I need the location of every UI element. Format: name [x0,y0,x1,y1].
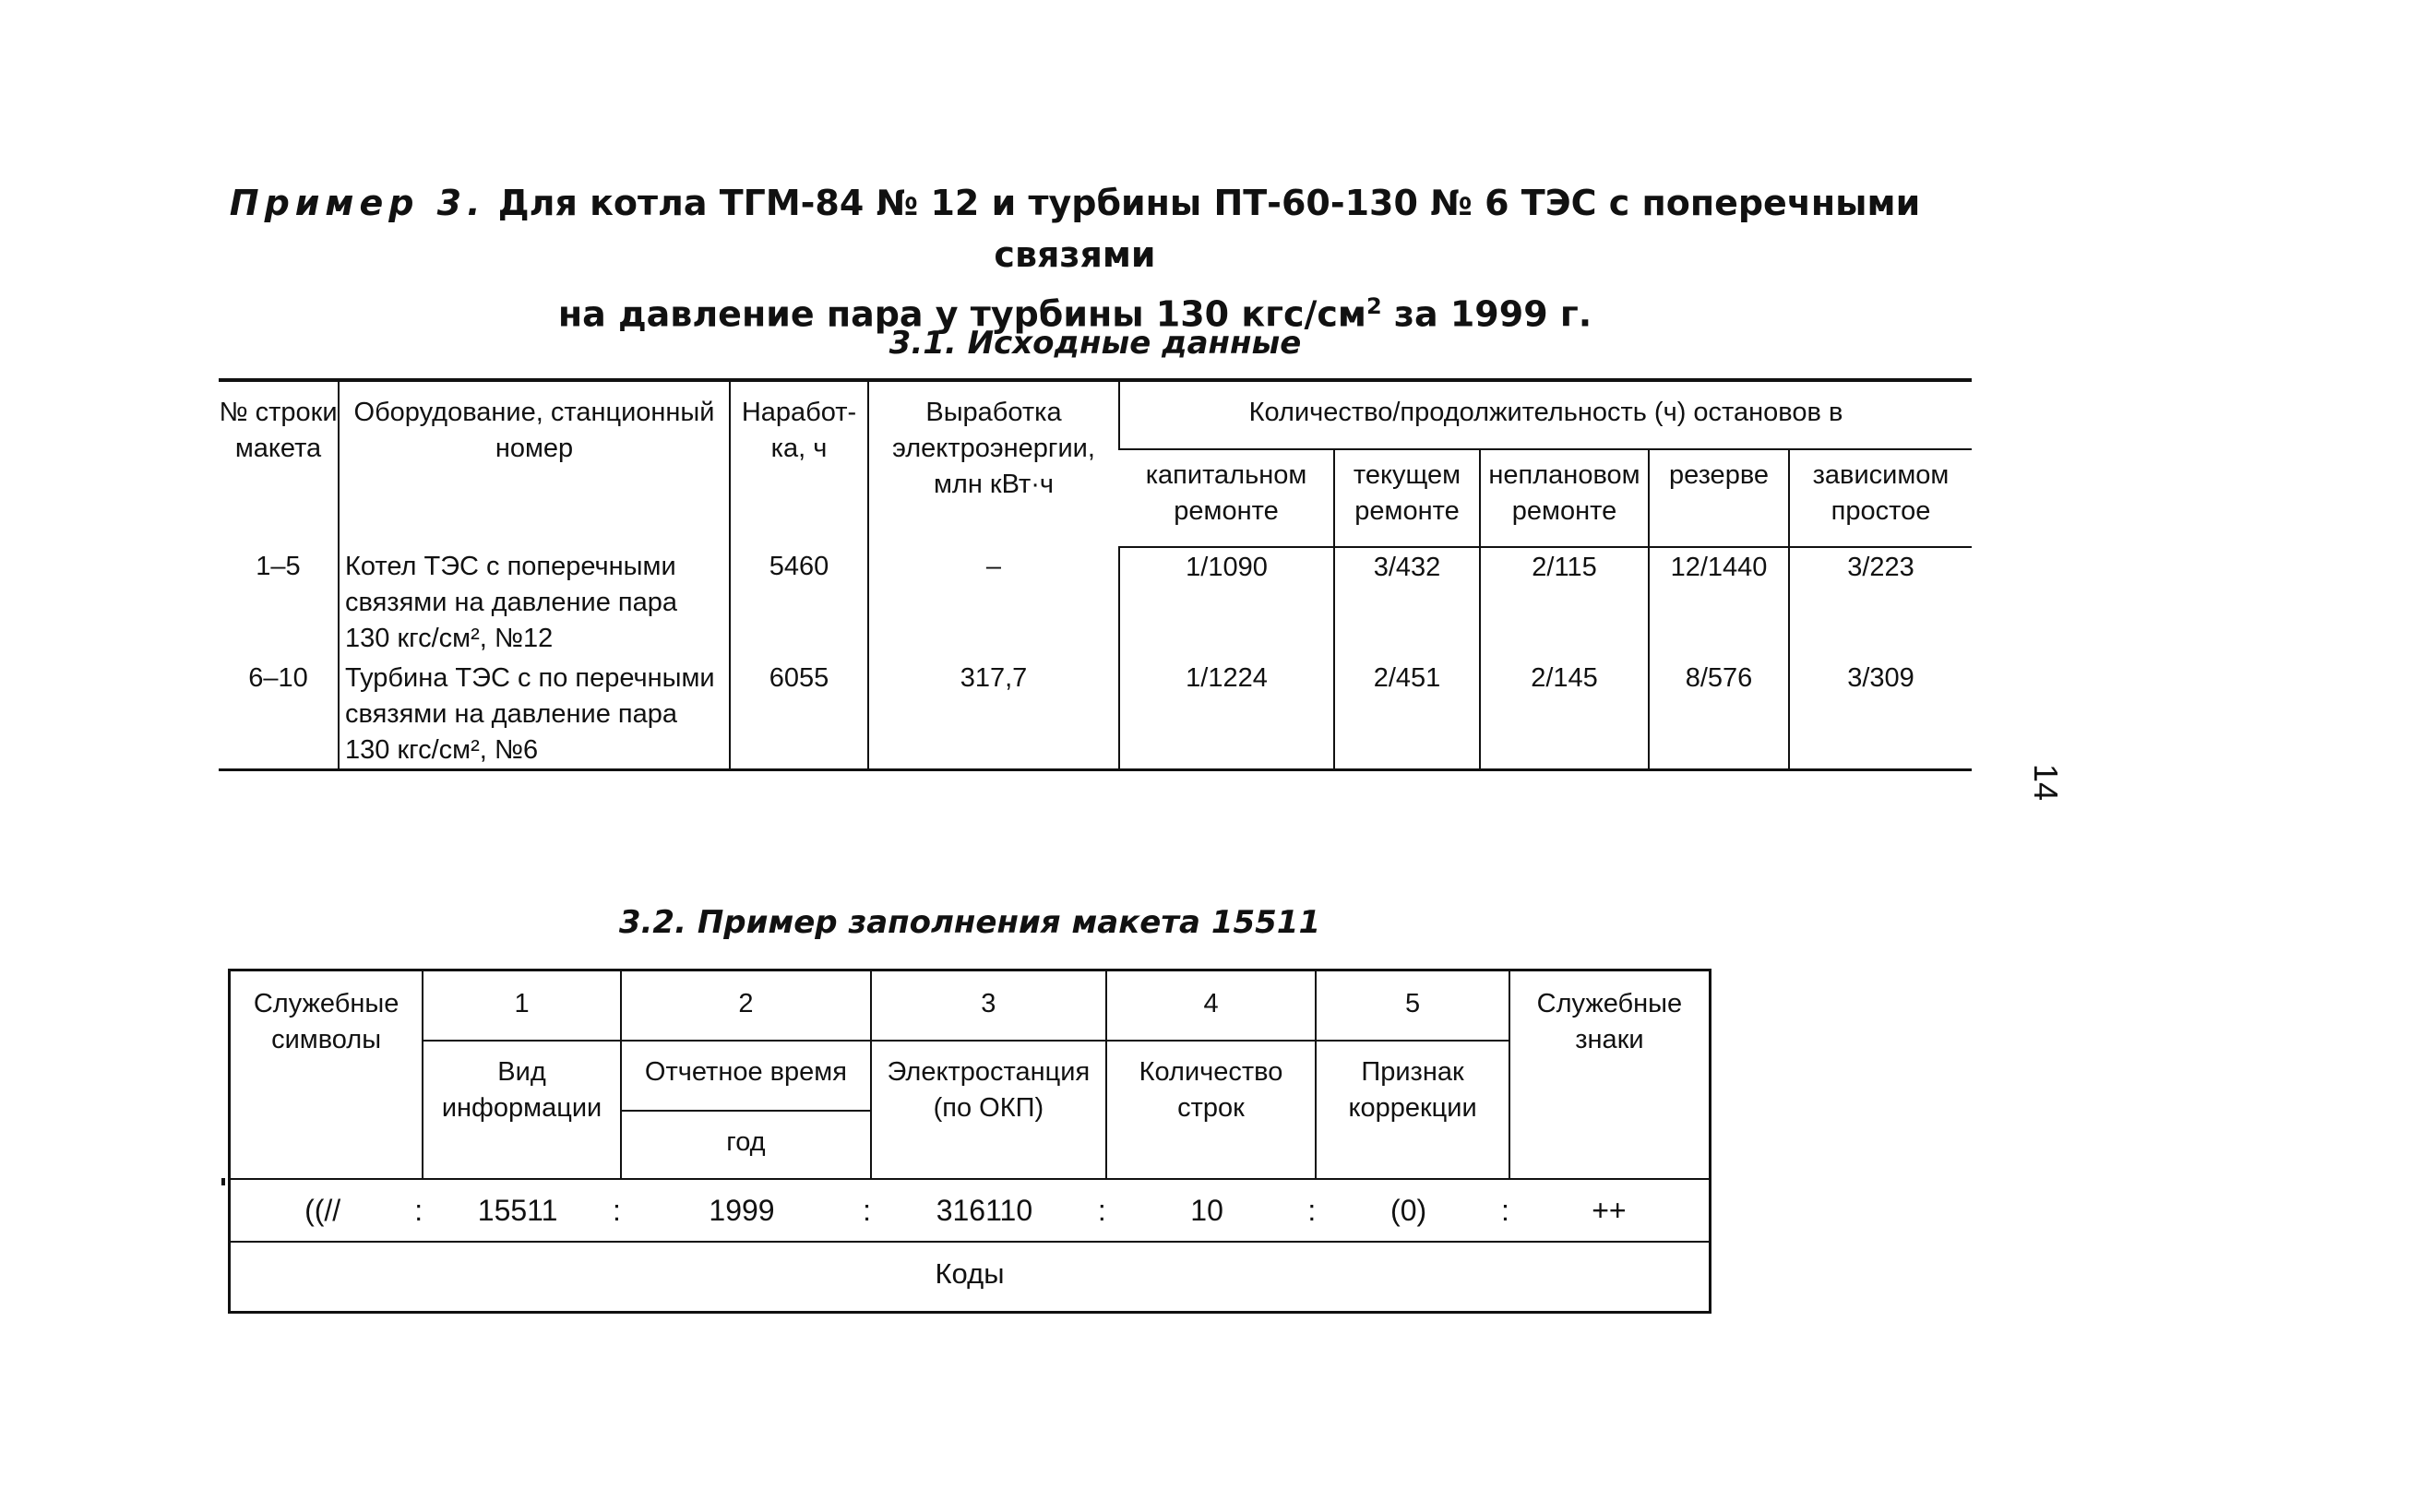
value-info-type [423,1179,621,1242]
separator: : [1307,1193,1317,1227]
col-number-1: 1 [423,970,621,1042]
value-year [621,1179,871,1242]
header-unplanned-repair: неплановом ремонте [1480,449,1649,547]
separator: : [414,1193,423,1227]
cell-dependent: 3/309 [1789,659,1972,770]
header-dependent-idle: зависимом простое [1789,449,1972,547]
col2-report-time: Отчетное время [621,1041,871,1111]
table2-caption: 3.2. Пример заполнения макета 15511 [618,904,1321,941]
col-number-2: 2 [621,970,871,1042]
cell-capital: 1/1224 [1119,659,1334,770]
source-data-table [219,378,1972,771]
header-current-repair: текущем ремонте [1334,449,1480,547]
value-row-count [1106,1179,1317,1242]
header-row-no: № строки макета [219,398,338,463]
cell-reserve: 8/576 [1649,659,1789,770]
codes-label: Коды [230,1242,1711,1313]
col-number-4: 4 [1106,970,1317,1042]
values-row [230,1179,1711,1242]
heading-text-2b: за 1999 г. [1381,293,1592,335]
col-number-5: 5 [1316,970,1509,1042]
table1-caption: 3.1. Исходные данные [889,325,1302,362]
col5-correction-flag: Признак коррекции [1316,1041,1509,1179]
service-symbols-header: Служебные символы [230,970,423,1180]
separator: : [1097,1193,1106,1227]
service-signs-header: Служебные знаки [1509,970,1711,1180]
table-row [219,547,1972,659]
col3-power-plant: Электростанция (по ОКП) [871,1041,1106,1179]
cell-reserve: 12/1440 [1649,547,1789,659]
table-row [219,659,1972,770]
separator: : [863,1193,871,1227]
value-5: (0) [1390,1193,1427,1227]
cell-equipment: Турбина ТЭС с по перечными связями на давление пара 130 кгс/см², №6 [339,659,730,770]
end-signs: ++ [1592,1193,1627,1227]
cell-current: 3/432 [1334,547,1480,659]
example-label: Пример 3. [229,183,486,223]
separator: : [613,1193,621,1227]
layout-fill-table [228,969,1711,1314]
cell-dependent: 3/223 [1789,547,1972,659]
value-plant [871,1179,1106,1242]
start-symbol: ((// [304,1193,341,1227]
value-1: 15511 [477,1193,558,1227]
page-heading [185,177,1965,340]
col1-info-type: Вид информации [423,1041,621,1179]
heading-text-1: Для котла ТГМ-84 № 12 и турбины ПТ-60-130 № 6 ТЭС с поперечными связями [497,183,1921,275]
header-capital-repair: капитальном ремонте [1119,449,1334,547]
header-operating-hours: Наработ-ка, ч [730,380,868,547]
cell-rows: 1–5 [256,552,301,581]
heading-line-1 [185,177,1965,280]
heading-text-2a: на давление пара у турбины 130 кгс/см [557,293,1366,335]
cell-hours: 5460 [730,547,868,659]
value-end-signs [1509,1179,1711,1242]
col2-year: год [621,1111,871,1179]
cell-output: – [868,547,1119,659]
cell-equipment: Котел ТЭС с поперечными связями на давление пара 130 кгс/см², №12 [339,547,730,659]
value-correction [1316,1179,1509,1242]
header-reserve: резерве [1649,449,1789,547]
cell-output: 317,7 [868,659,1119,770]
value-start-symbol [230,1179,423,1242]
value-4: 10 [1190,1193,1223,1227]
margin-mark [221,1178,225,1185]
cell-capital: 1/1090 [1119,547,1334,659]
cell-unplanned: 2/115 [1480,547,1649,659]
header-stops-group: Количество/продолжительность (ч) остановов в [1119,380,1972,449]
col-number-3: 3 [871,970,1106,1042]
cell-hours: 6055 [730,659,868,770]
value-2: 1999 [709,1193,775,1227]
cell-rows: 6–10 [248,663,308,693]
value-3: 316110 [936,1193,1033,1227]
cell-unplanned: 2/145 [1480,659,1649,770]
cell-current: 2/451 [1334,659,1480,770]
heading-superscript: 2 [1366,293,1382,319]
col4-row-count: Количество строк [1106,1041,1317,1179]
page-number: 14 [2027,764,2065,802]
header-equipment: Оборудование, станционный номер [339,380,730,547]
header-output: Выработка электроэнергии, млн кВт·ч [868,380,1119,547]
separator: : [1500,1193,1509,1227]
